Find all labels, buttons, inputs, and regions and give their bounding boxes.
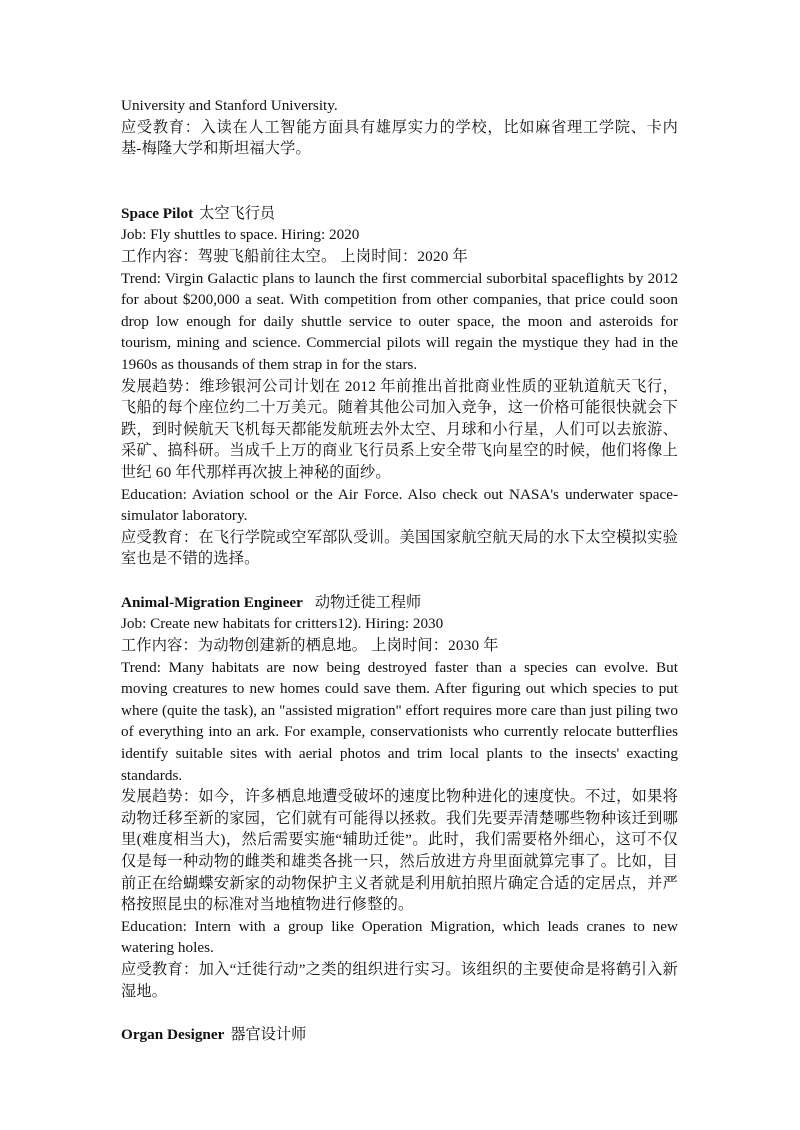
education-zh: 应受教育：在飞行学院或空军部队受训。美国国家航空航天局的水下太空模拟实验室也是不错的选择。 xyxy=(121,528,678,568)
section-organ-designer xyxy=(121,1024,678,1046)
section-title-en: Animal-Migration Engineer xyxy=(121,593,303,611)
section-spacer xyxy=(121,160,678,203)
job-zh: 工作内容：为动物创建新的栖息地。 上岗时间：2030 年 xyxy=(121,637,499,655)
trend-zh: 发展趋势：如今，许多栖息地遭受破坏的速度比物种进化的速度快。不过，如果将动物迁移至新的家园，它们就有可能得以拯救。我们先要弄清楚哪些物种该迁到哪里(难度相当大)，然后需要实施“辅助迁徙”。此时，我们需要格外细心，这可不仅仅是每一种动物的雌类和雄类各挑一只，然后放进方舟里面就算完事了。比如，目前正在给蝴蝶安新家的动物保护主义者就是利用航拍照片确定合适的定居点，并严格按照昆虫的标准对当地植物进行修整的。 xyxy=(121,788,678,914)
trend-zh: 发展趋势：维珍银河公司计划在 2012 年前推出首批商业性质的亚轨道航天飞行，飞船的每个座位约二十万美元。随着其他公司加入竞争，这一价格可能很快就会下跌，到时候航天飞机每天都能发航班去外太空、月球和小行星，人们可以去旅游、采矿、搞科研。当成千上万的商业飞行员系上安全带飞向星空的时候，他们将像上世纪 60 年代那样再次披上神秘的面纱。 xyxy=(121,377,678,481)
education-en: Education: Aviation school or the Air Force. Also check out NASA's underwater space-simulator laboratory. xyxy=(121,485,678,525)
section-spacer xyxy=(121,570,678,592)
trend-en: Trend: Many habitats are now being destroyed faster than a species can evolve. But moving creatures to new homes could save them. After figuring out which species to put where (quite the task), an "assisted migration" effort requires more care than just piling two of everything into an ark. For example, conservationists who currently relocate butterflies identify suitable sites with aerial photos and trim local plants to the insects' exacting standards. xyxy=(121,658,678,784)
document-body xyxy=(121,95,678,1046)
education-en: Education: Intern with a group like Operation Migration, which leads cranes to new watering holes. xyxy=(121,917,678,957)
trend-en: Trend: Virgin Galactic plans to launch the first commercial suborbital spaceflights by 2012 for about $200,000 a seat. With competition from other companies, that price could soon drop low enough for daily shuttle service to outer space, the moon and asteroids for tourism, mining and science. Commercial pilots will regain the mystique they had in the 1960s as thousands of them strap in for the stars. xyxy=(121,269,678,373)
section-title xyxy=(121,592,678,614)
intro-education-en: University and Stanford University. xyxy=(121,97,338,114)
section-title-en: Space Pilot xyxy=(121,204,194,222)
section-title-zh: 动物迁徙工程师 xyxy=(314,593,422,611)
job-zh: 工作内容：驾驶飞船前往太空。 上岗时间：2020 年 xyxy=(121,247,468,265)
job-en: Job: Fly shuttles to space. Hiring: 2020 xyxy=(121,226,360,244)
section-title xyxy=(121,203,678,225)
section-title-zh: 太空飞行员 xyxy=(199,204,276,222)
section-spacer xyxy=(121,1002,678,1024)
section-space-pilot xyxy=(121,203,678,570)
intro-education-zh: 应受教育：入读在人工智能方面具有雄厚实力的学校，比如麻省理工学院、卡内基-梅隆大学和斯坦福大学。 xyxy=(121,118,678,158)
job-en: Job: Create new habitats for critters12). Hiring: 2030 xyxy=(121,615,444,633)
section-animal-migration-engineer xyxy=(121,592,678,1002)
section-title xyxy=(121,1024,678,1046)
section-title-zh: 器官设计师 xyxy=(230,1026,307,1044)
education-zh: 应受教育：加入“迁徙行动”之类的组织进行实习。该组织的主要使命是将鹤引入新湿地。 xyxy=(121,960,678,1000)
section-title-en: Organ Designer xyxy=(121,1026,225,1044)
